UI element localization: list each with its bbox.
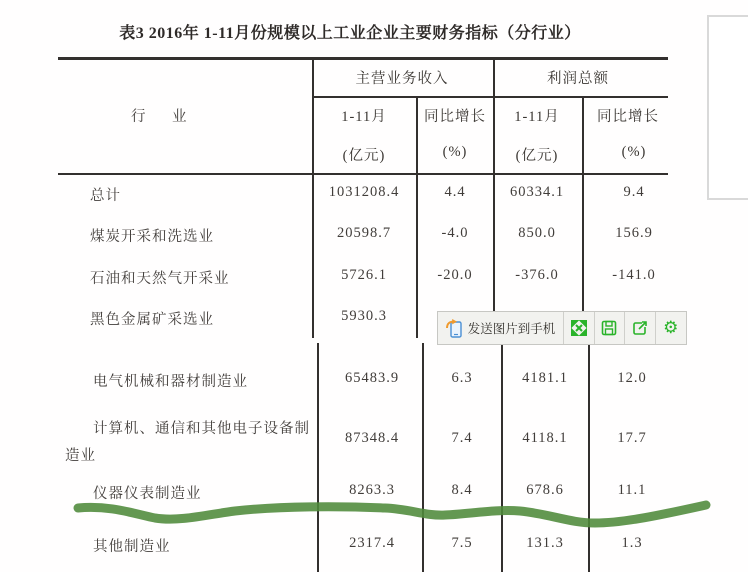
cell-value: 5930.3	[341, 308, 387, 324]
cell-value: 4181.1	[522, 370, 568, 386]
expand-icon	[571, 320, 587, 336]
cell-value: 2317.4	[349, 535, 395, 551]
cell-value: 60334.1	[509, 184, 565, 200]
cell-value: 5726.1	[341, 267, 387, 283]
cell-value: 9.4	[623, 184, 645, 200]
table-top-rule	[58, 57, 668, 60]
column-divider	[422, 343, 424, 572]
cell-value: 17.7	[617, 430, 647, 446]
cell-value: 20598.7	[336, 225, 392, 241]
send-to-phone-button[interactable]	[438, 312, 564, 344]
cell-value: 7.4	[451, 430, 473, 446]
image-popup-toolbar	[437, 311, 687, 345]
cell-value: 8.4	[451, 482, 473, 498]
share-icon	[632, 320, 648, 336]
cell-value: 8263.3	[349, 482, 395, 498]
row-label: 煤炭开采和洗选业	[90, 229, 214, 245]
header-bottom-rule	[58, 173, 668, 175]
save-button[interactable]	[595, 312, 626, 344]
settings-button[interactable]	[656, 312, 686, 344]
gear-icon: ⚙	[663, 317, 679, 338]
row-label: 仪器仪表制造业	[93, 486, 202, 502]
column-divider	[416, 97, 418, 338]
column-divider	[317, 343, 319, 572]
column-divider	[582, 97, 584, 338]
cell-value: -376.0	[515, 267, 559, 283]
header-pct: (%)	[621, 144, 647, 160]
share-button[interactable]	[625, 312, 656, 344]
cell-value: 156.9	[615, 225, 653, 241]
header-growth: 同比增长	[424, 109, 486, 125]
row-label: 其他制造业	[93, 539, 171, 555]
column-divider	[493, 59, 495, 338]
cell-value: 12.0	[617, 370, 647, 386]
phone-icon	[446, 319, 463, 338]
cell-value: 1.3	[621, 535, 643, 551]
group-header-rule	[312, 96, 668, 98]
row-label: 计算机、通信和其他电子设备制造业	[65, 421, 310, 464]
cell-value: 65483.9	[344, 370, 400, 386]
cell-value: 7.5	[451, 535, 473, 551]
row-label: 总计	[90, 188, 121, 204]
cell-value: -4.0	[441, 225, 469, 241]
cell-value: -141.0	[612, 267, 656, 283]
header-group-profit: 利润总额	[547, 71, 609, 87]
column-divider	[312, 59, 314, 338]
table-title: 表3 2016年 1-11月份规模以上工业企业主要财务指标（分行业）	[119, 25, 581, 42]
expand-button[interactable]	[564, 312, 595, 344]
table-lower-fragment	[40, 343, 712, 572]
header-unit: (亿元)	[515, 148, 559, 164]
cell-value: 850.0	[518, 225, 556, 241]
header-group-revenue: 主营业务收入	[355, 71, 449, 87]
cell-value: 87348.4	[344, 430, 400, 446]
row-label: 石油和天然气开采业	[90, 271, 230, 287]
header-period: 1-11月	[341, 109, 387, 125]
cell-value: -20.0	[437, 267, 473, 283]
cell-value: 6.3	[451, 370, 473, 386]
header-period: 1-11月	[514, 109, 560, 125]
cell-value: 678.6	[526, 482, 564, 498]
header-industry: 行 业	[131, 109, 193, 125]
header-growth: 同比增长	[597, 109, 659, 125]
send-to-phone-label: 发送图片到手机	[467, 322, 556, 336]
header-pct: (%)	[442, 144, 468, 160]
column-divider	[501, 343, 503, 572]
table-upper-fragment	[58, 57, 668, 338]
cell-value: 4.4	[444, 184, 466, 200]
cell-value: 1031208.4	[328, 184, 400, 200]
row-label: 黑色金属矿采选业	[90, 312, 214, 328]
cell-value: 4118.1	[522, 430, 568, 446]
cell-value: 131.3	[526, 535, 564, 551]
column-divider	[588, 343, 590, 572]
row-label: 电气机械和器材制造业	[93, 374, 248, 390]
header-unit: (亿元)	[342, 148, 386, 164]
side-panel	[707, 15, 748, 200]
save-icon	[601, 320, 617, 336]
cell-value: 11.1	[617, 482, 647, 498]
